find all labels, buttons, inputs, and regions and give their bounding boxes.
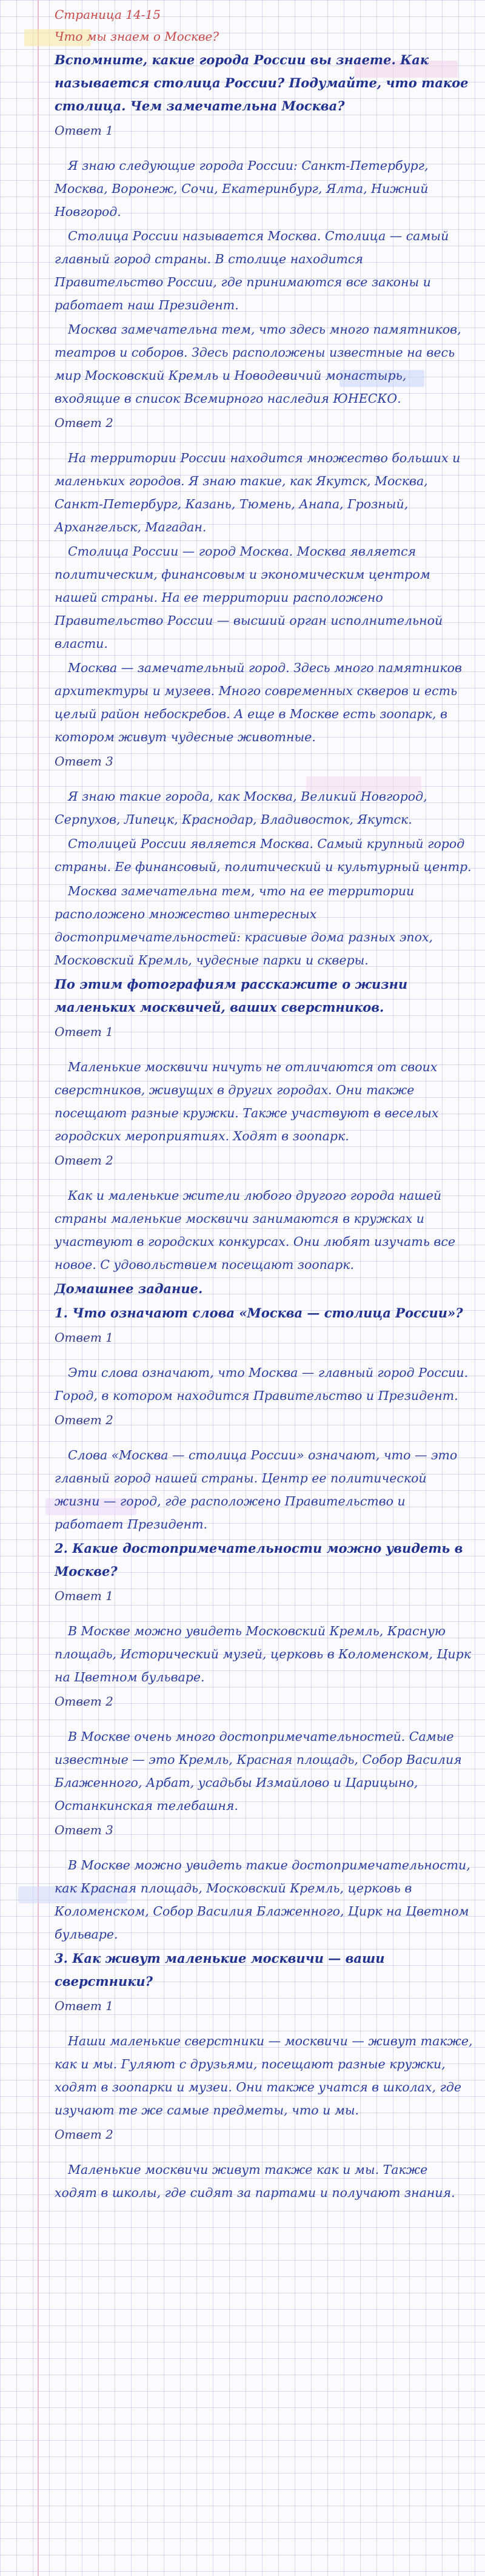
- answer-label: Ответ 2: [55, 415, 113, 430]
- answer-paragraph: Маленькие москвичи ничуть не отличаются от своих сверстников, живущих в других городах. Они также посещают разные кружки. Также участвуют в веселых городских мероприятиях. Ходят в зоопарк.: [55, 1060, 439, 1143]
- page-reference: Страница 14-15: [55, 7, 161, 22]
- answer-paragraph: Столица России — город Москва. Москва является политическим, финансовым и экономическим центром нашей страны. На ее территории расположено Правительство России — высший орган исполнительной власти.: [55, 544, 443, 651]
- answer-paragraph: Наши маленькие сверстники — москвичи — живут также, как и мы. Гуляют с друзьями, посещают разные кружки, ходят в зоопарки и музеи. Они также учатся в школах, где изучают те же самые предметы, что и мы.: [55, 2034, 473, 2117]
- answer-paragraph: В Москве очень много достопримечательностей. Самые известные — это Кремль, Красная площадь, Собор Василия Блаженного, Арбат, усадьбы Измайлово и Царицыно, Останкинская телебашня.: [55, 1729, 462, 1813]
- lesson-topic: Что мы знаем о Москве?: [55, 29, 219, 44]
- worksheet-content: [55, 4, 473, 2205]
- answer-paragraph: На территории России находится множество больших и маленьких городов. Я знаю такие, как Якутск, Москва, Санкт-Петербург, Казань, Тюмень, Анапа, Грозный, Архангельск, Магадан.: [55, 451, 461, 534]
- answer-paragraph: В Москве можно увидеть Московский Кремль, Красную площадь, Исторический музей, церковь в Коломенском, Цирк на Цветном бульваре.: [55, 1624, 471, 1684]
- answer-label: Ответ 1: [55, 1024, 113, 1039]
- task2-question: По этим фотографиям расскажите о жизни маленьких москвичей, ваших сверстников.: [55, 977, 408, 1015]
- homework-question: 2. Какие достопримечательности можно увидеть в Москве?: [55, 1541, 463, 1579]
- answer-paragraph: Маленькие москвичи живут также как и мы. Также ходят в школы, где сидят за партами и получают знания.: [55, 2162, 455, 2200]
- answer-label: Ответ 1: [55, 1589, 113, 1603]
- answer-paragraph: Я знаю следующие города России: Санкт-Петербург, Москва, Воронеж, Сочи, Екатеринбург, Ялта, Нижний Новгород.: [55, 158, 429, 219]
- answer-label: Ответ 3: [55, 754, 113, 768]
- answer-label: Ответ 2: [55, 1153, 113, 1168]
- answer-label: Ответ 2: [55, 1694, 113, 1709]
- answer-paragraph: В Москве можно увидеть такие достопримечательности, как Красная площадь, Московский Кремль, церковь в Коломенском, Собор Василия Блаженного, Цирк на Цветном бульваре.: [55, 1858, 470, 1942]
- task1-question: Вспомните, какие города России вы знаете. Как называется столица России? Подумайте, что такое столица. Чем замечательна Москва?: [55, 52, 469, 113]
- answer-label: Ответ 1: [55, 1999, 113, 2013]
- answer-paragraph: Столица России называется Москва. Столица — самый главный город страны. В столице находится Правительство России, где принимаются все законы и работает наш Президент.: [55, 229, 449, 312]
- answer-label: Ответ 2: [55, 2127, 113, 2142]
- notebook-margin-line: [38, 0, 39, 2576]
- answer-paragraph: Москва — замечательный город. Здесь много памятников архитектуры и музеев. Много современных скверов и есть целый район небоскребов. А еще в Москве есть зоопарк, в котором живут чудесные животные.: [55, 661, 462, 744]
- answer-paragraph: Слова «Москва — столица России» означают, что — это главный город нашей страны. Центр ее политической жизни — город, где расположено Правительство и работает Президент.: [55, 1448, 458, 1532]
- homework-title: Домашнее задание.: [55, 1281, 203, 1296]
- answer-label: Ответ 1: [55, 1330, 113, 1345]
- homework-question: 1. Что означают слова «Москва — столица России»?: [55, 1305, 463, 1320]
- answer-paragraph: Я знаю такие города, как Москва, Великий Новгород, Серпухов, Липецк, Краснодар, Владивосток, Якутск.: [55, 789, 427, 827]
- answer-label: Ответ 1: [55, 123, 113, 138]
- answer-paragraph: Эти слова означают, что Москва — главный город России. Город, в котором находится Правительство и Президент.: [55, 1365, 469, 1403]
- answer-label: Ответ 3: [55, 1823, 113, 1837]
- answer-paragraph: Столицей России является Москва. Самый крупный город страны. Ее финансовый, политический и культурный центр.: [55, 836, 472, 874]
- answer-paragraph: Москва замечательна тем, что на ее территории расположено множество интересных достопримечательностей: красивые дома разных эпох, Московский Кремль, чудесные парки и скверы.: [55, 884, 433, 967]
- answer-label: Ответ 2: [55, 1413, 113, 1427]
- homework-question: 3. Как живут маленькие москвичи — ваши сверстники?: [55, 1951, 385, 1989]
- answer-paragraph: Как и маленькие жители любого другого города нашей страны маленькие москвичи занимаются в кружках и участвуют в городских конкурсах. Они любят изучать все новое. С удовольствием посещают зоопарк.: [55, 1188, 455, 1272]
- answer-paragraph: Москва замечательна тем, что здесь много памятников, театров и соборов. Здесь расположены известные на весь мир Московский Кремль и Новодевичий монастырь, входящие в список Всемирного наследия ЮНЕСКО.: [55, 322, 461, 406]
